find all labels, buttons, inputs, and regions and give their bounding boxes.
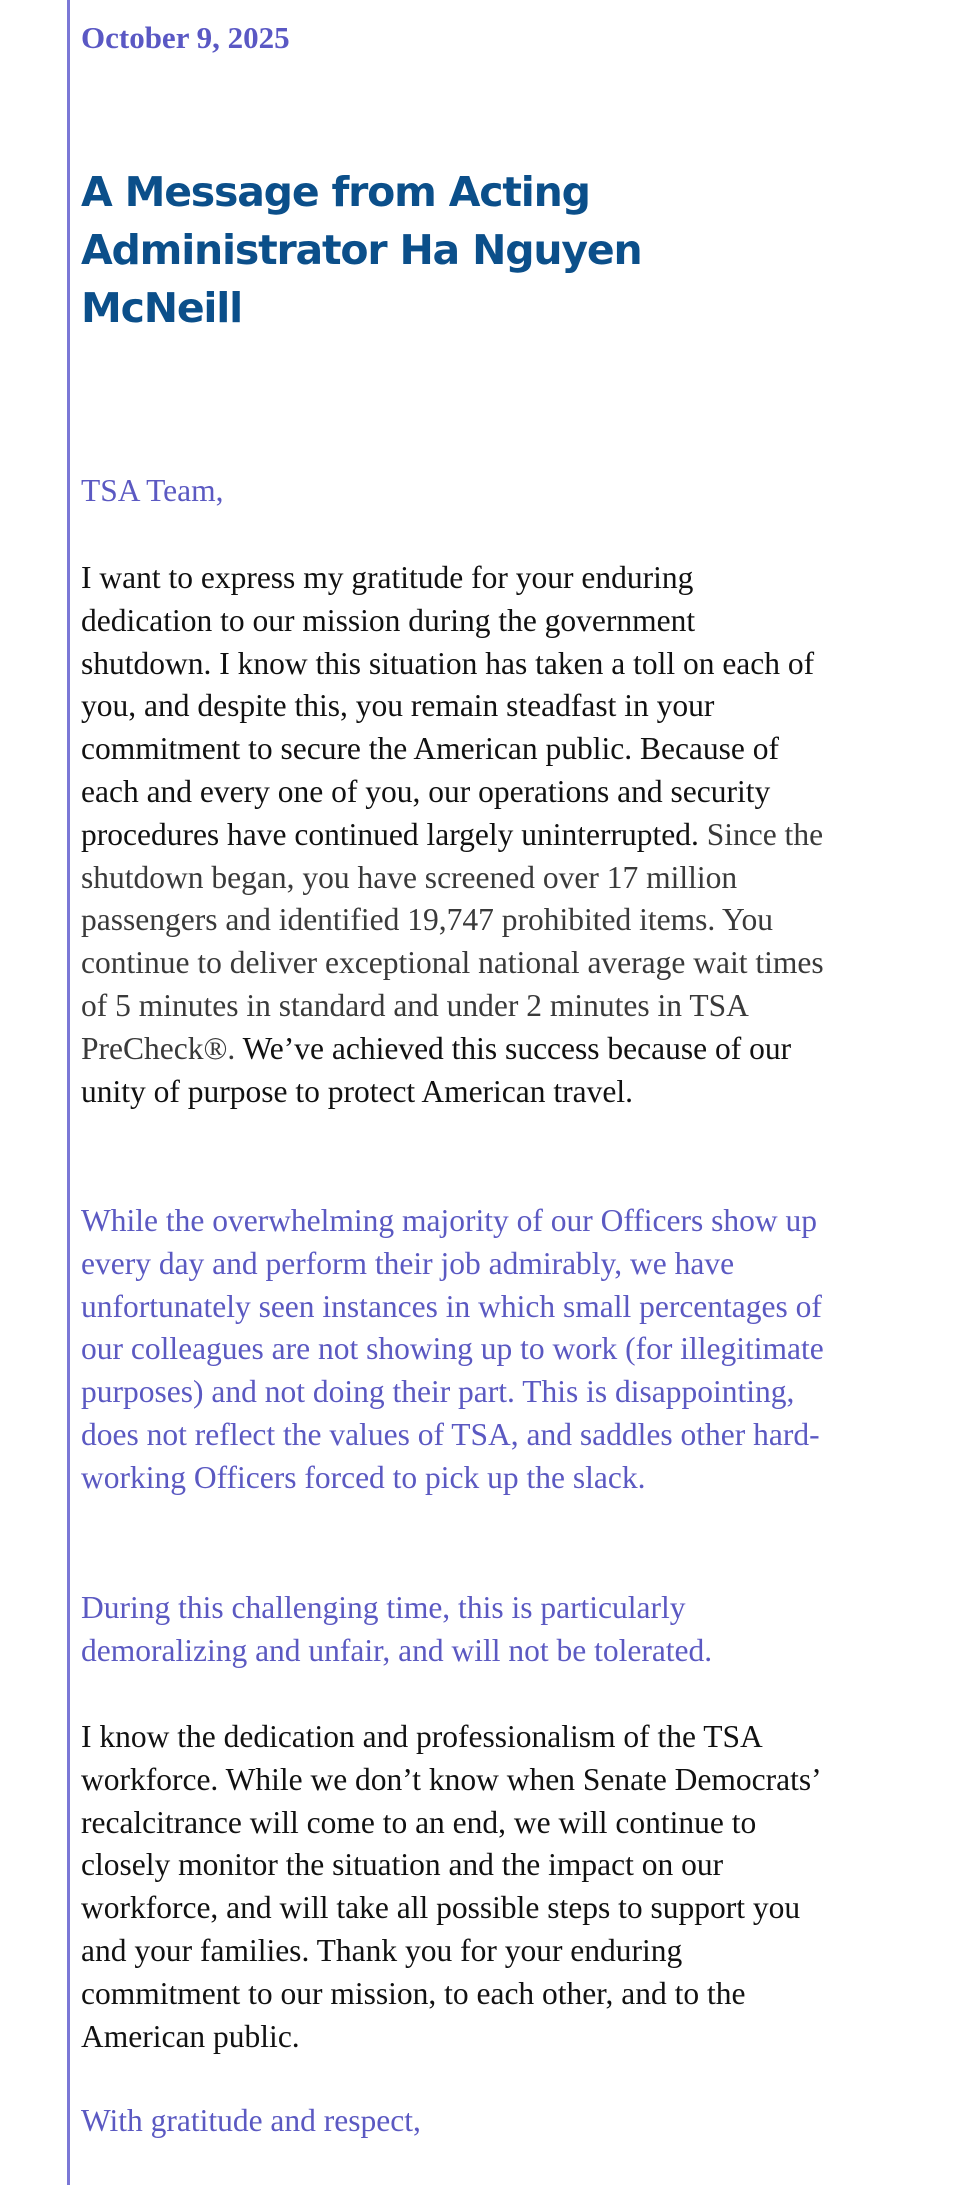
greeting: TSA Team, [81,473,224,508]
paragraph-segment: I want to express my gratitude for your enduring dedication to our mission during the government shutdown. I know this situation has taken a toll on each of you, and despite this, you remain steadfast in your commitment to secure the American public. Because of each and every one of you, our operations and security procedures have continued largely uninterrupted. [81,560,815,852]
paragraph-support: I know the dedication and professionalism of the TSA workforce. While we don’t know when Senate Democrats’ recalcitrance will come to an end, we will continue to closely monitor the situation and the impact on our workforce, and will take all possible steps to support you and your families. Thank you for your enduring commitment to our mission, to each other, and to the American public. [81,1719,820,2054]
paragraph-segment: We’ve achieved this success because of our unity of purpose to protect American travel. [81,1030,792,1109]
paragraph-gratitude [81,557,826,1113]
quote-bar [67,0,70,2185]
paragraph-segment-stats: Since the shutdown began, you have screened over 17 million passengers and identified 19,747 prohibited items. You continue to deliver exceptional national average wait times of 5 minutes in standard and under 2 minutes in TSA PreCheck®. [81,816,824,1066]
closing-line: With gratitude and respect, [81,2103,421,2138]
page-title: A Message from Acting Administrator Ha Nguyen McNeill [81,168,642,332]
paragraph-attendance: While the overwhelming majority of our Officers show up every day and perform their job admirably, we have unfortunately seen instances in which small percentages of our colleagues are not showing up to work (for illegitimate purposes) and not doing their part. This is disappointing, does not reflect the values of TSA, and saddles other hard-working Officers forced to pick up the slack. [81,1203,824,1495]
letter-date: October 9, 2025 [81,20,290,55]
paragraph-not-tolerated: During this challenging time, this is particularly demoralizing and unfair, and will not be tolerated. [81,1590,713,1668]
